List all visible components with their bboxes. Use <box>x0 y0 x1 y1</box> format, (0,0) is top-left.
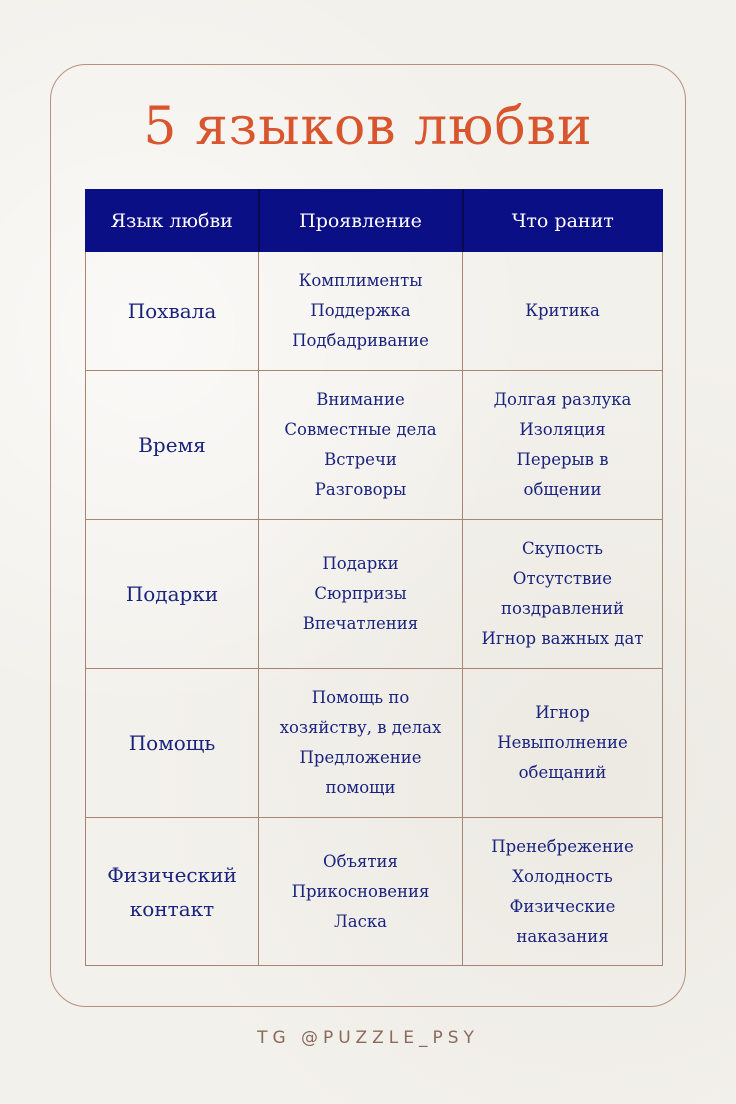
list-item: Игнор <box>535 703 590 722</box>
list-item: Подбадривание <box>292 331 429 350</box>
what-hurts-cell <box>463 252 663 371</box>
list-item: Подарки <box>322 554 399 573</box>
manifestation-cell <box>259 520 463 669</box>
list-item: общении <box>523 480 602 499</box>
header-love-language: Язык любви <box>86 190 259 252</box>
love-language-cell <box>86 669 259 818</box>
love-language-cell <box>86 252 259 371</box>
what-hurts-cell <box>463 371 663 520</box>
what-hurts-cell <box>463 669 663 818</box>
list-item: Невыполнение <box>497 733 628 752</box>
list-item: Физические <box>509 896 616 916</box>
table-row <box>86 520 663 669</box>
list-item: наказания <box>516 926 609 946</box>
telegram-handle: TG @PUZZLE_PSY <box>257 1028 479 1048</box>
love-language-name: Время <box>138 433 206 457</box>
manifestation-cell <box>259 371 463 520</box>
list-item: Разговоры <box>314 480 407 499</box>
list-item: Игнор важных дат <box>481 629 644 648</box>
header-manifestation: Проявление <box>259 190 463 252</box>
page-title: 5 языков любви <box>143 97 593 157</box>
list-item: Ласка <box>334 911 387 931</box>
list-item: Скупость <box>522 539 603 558</box>
list-item: Пренебрежение <box>491 836 634 856</box>
love-language-cell <box>86 371 259 520</box>
list-item: Впечатления <box>302 614 419 633</box>
list-item: Критика <box>525 301 600 320</box>
love-language-name: Похвала <box>127 299 217 323</box>
love-language-name: Подарки <box>125 582 219 606</box>
love-language-name: Физический <box>107 862 237 887</box>
list-item: Совместные дела <box>284 420 437 439</box>
love-language-cell <box>86 818 259 966</box>
list-item: Встречи <box>324 450 397 469</box>
manifestation-cell <box>259 252 463 371</box>
list-item: поздравлений <box>500 599 625 618</box>
love-language-cell <box>86 520 259 669</box>
list-item: Долгая разлука <box>493 390 632 409</box>
love-languages-table <box>85 189 663 966</box>
table-row <box>86 818 663 966</box>
table-row <box>86 669 663 818</box>
what-hurts-cell <box>463 818 663 966</box>
header-what-hurts: Что ранит <box>463 190 663 252</box>
table-row <box>86 371 663 520</box>
list-item: Предложение <box>299 748 422 767</box>
list-item: Помощь по <box>311 688 410 707</box>
list-item: Изоляция <box>519 420 606 439</box>
list-item: Внимание <box>316 390 405 409</box>
what-hurts-cell <box>463 520 663 669</box>
list-item: Прикосновения <box>291 881 430 901</box>
love-language-name: контакт <box>129 896 215 921</box>
list-item: Поддержка <box>310 301 411 320</box>
list-item: Перерыв в <box>516 450 609 469</box>
list-item: Комплименты <box>298 271 423 290</box>
list-item: хозяйству, в делах <box>279 718 442 737</box>
manifestation-cell <box>259 818 463 966</box>
list-item: Холодность <box>512 866 613 886</box>
list-item: Отсутствие <box>512 569 613 588</box>
table-header-row <box>86 190 663 252</box>
list-item: Объятия <box>323 851 398 871</box>
list-item: помощи <box>325 778 396 797</box>
list-item: Сюрпризы <box>314 584 407 603</box>
list-item: обещаний <box>518 763 607 782</box>
table-row <box>86 252 663 371</box>
manifestation-cell <box>259 669 463 818</box>
love-language-name: Помощь <box>128 731 216 755</box>
